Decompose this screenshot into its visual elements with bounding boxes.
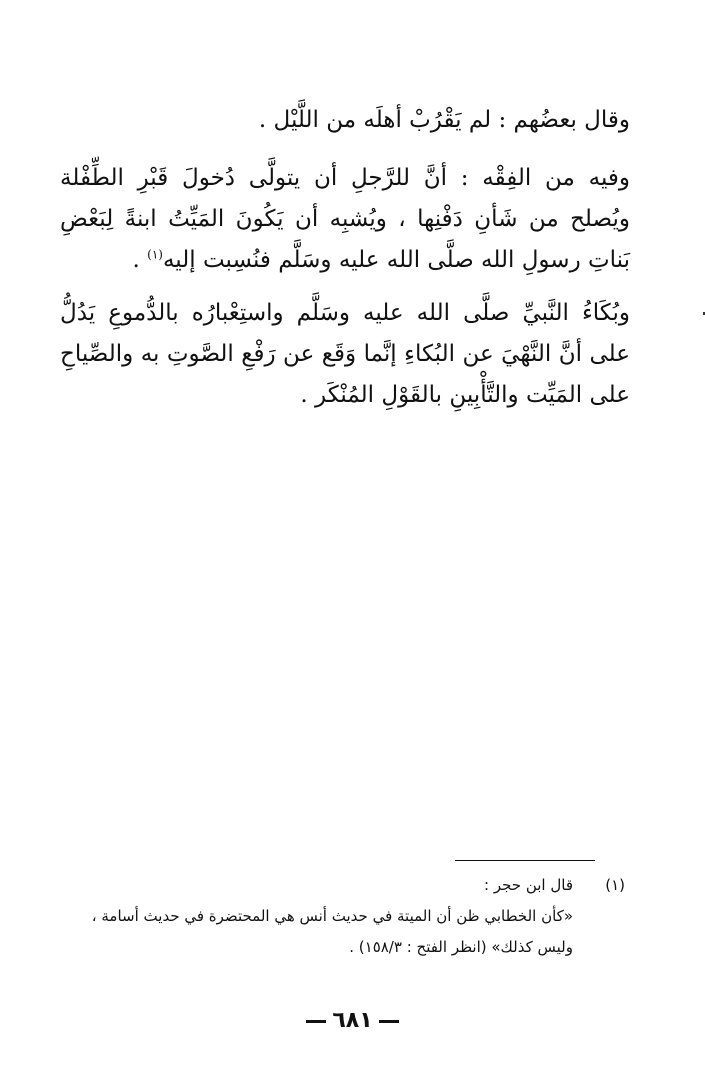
- footnote-line-2: «كأن الخطابي ظن أن الميتة في حديث أنس هي المحتضرة في حديث أسامة ،: [91, 907, 573, 925]
- footnote-number: (١): [605, 876, 625, 894]
- paragraph-3: وبُكَاءُ النَّبيِّ صلَّى الله عليه وسَلَّم واستِعْبارُه بالدُّموعِ يَدُلُّ على أنَّ النَّهْيَ عن البُكاءِ إنَّما وَقَع عن رَفْعِ الصَّوتِ به والصِّياحِ على المَيِّت والتَّأْبِينِ بالقَوْلِ المُنْكَر .: [60, 300, 630, 408]
- footnote-separator: [455, 860, 595, 861]
- page-number-dash-left: [306, 1020, 326, 1023]
- paragraph-1: وقال بعضُهم : لم يَقْرُبْ أهلَه من اللَّيْل .: [258, 107, 630, 133]
- paragraph-2: [60, 158, 630, 281]
- footnote-line-1-text: قال ابن حجر :: [484, 876, 573, 894]
- footnote-line-3: وليس كذلك» (انظر الفتح : ١٥٨/٣) .: [349, 938, 573, 956]
- paragraph-2-end: .: [132, 247, 148, 273]
- paragraph-2-text: وفيه من الفِقْه : أنَّ للرَّجلِ أن يتولَّى دُخولَ قَبْرِ الطِّفْلة ويُصلح من شَأنِ دَفْنِها ، ويُشبِه أن يَكُونَ المَيِّتُ ابنةً لِبَعْضِ بَناتِ رسولِ الله صلَّى الله عليه وسَلَّم فنُسِبت إليه: [60, 165, 630, 273]
- footnote-reference[interactable]: (١): [147, 247, 163, 262]
- footnote-line-1: [70, 870, 625, 901]
- page-number-value: ٦٨١: [332, 1008, 373, 1033]
- page-number: [0, 1008, 705, 1033]
- page-number-dash-right: [379, 1020, 399, 1023]
- footnote: [70, 870, 625, 963]
